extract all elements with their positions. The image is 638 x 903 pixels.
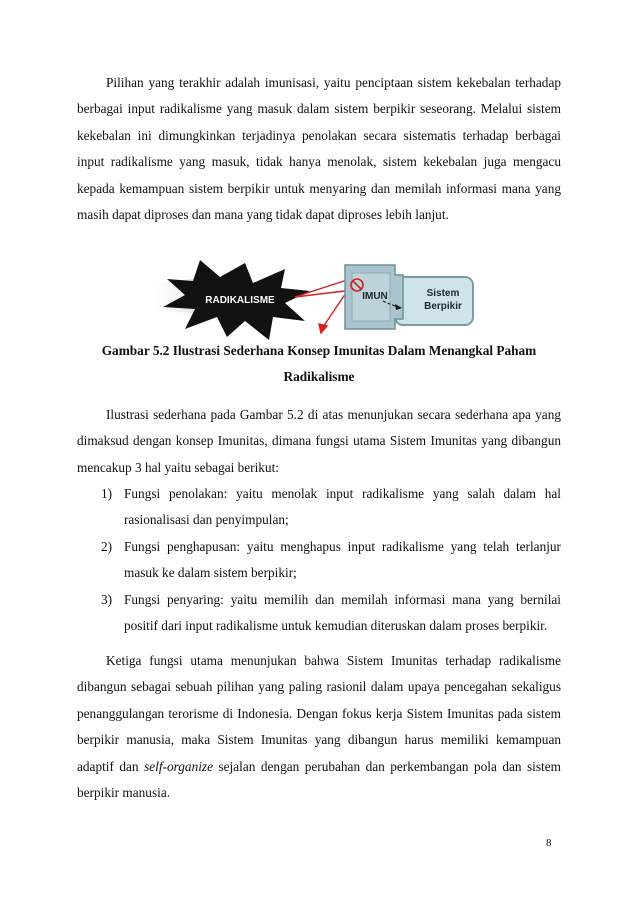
box-label-line2: Berpikir [424, 301, 462, 312]
shield-label: IMUN [362, 291, 388, 302]
paragraph-imunisasi: Pilihan yang terakhir adalah imunisasi, yaitu penciptaan sistem kekebalan terhadap berbagai input radikalisme yang masuk dalam sistem berpikir seseorang. Melalui sistem kekebalan ini dimungkinkan terjadinya penolakan secara sistematis terhadap berbagai input radikalisme yang masuk, tidak hanya menolak, sistem kekebalan juga mengacu kepada kemampuan sistem berpikir untuk menyaring dan memilah informasi mana yang masih dapat diproses dan mana yang tidak dapat diproses lebih lanjut. [77, 75, 561, 223]
list-item: 1) Fungsi penolakan: yaitu menolak input radikalisme yang salah dalam hal rasionalisasi dan penyimpulan; [101, 486, 561, 528]
list-item: 2) Fungsi penghapusan: yaitu menghapus input radikalisme yang telah terlanjur masuk ke dalam sistem berpikir; [101, 538, 561, 581]
list-item: 3) Fungsi penyaring: yaitu memilih dan memilah informasi mana yang bernilai positif dari input radikalisme untuk kemudian diteruskan dalam proses berpikir. [101, 591, 561, 634]
burst-label: RADIKALISME [205, 295, 275, 306]
immunity-illustration [145, 255, 485, 345]
page-number: 8 [546, 837, 552, 849]
box-label-line1: Sistem [426, 288, 460, 299]
figure-caption: Gambar 5.2 Ilustrasi Sederhana Konsep Imunitas Dalam Menangkal Paham Radikalisme [101, 343, 537, 385]
function-list [77, 481, 561, 639]
paragraph-ketiga: Ketiga fungsi utama menunjukan bahwa Sistem Imunitas terhadap radikalisme dibangun sebagai sebuah pilihan yang paling rasionil dalam upaya pencegahan sekaligus penanggulangan terorisme di Indonesia. Dengan fokus kerja Sistem Imunitas pada sistem berpikir manusia, maka Sistem Imunitas yang dibangun harus memiliki kemampuan adaptif dan self-organize sejalan dengan perubahan dan perkembangan pola dan sistem berpikir manusia. [77, 653, 561, 801]
paragraph-ilustrasi: Ilustrasi sederhana pada Gambar 5.2 di atas menunjukan secara sederhana apa yang dimaksud dengan konsep Imunitas, dimana fungsi utama Sistem Imunitas yang dibangun mencakup 3 hal yaitu sebagai berikut: [77, 407, 561, 475]
